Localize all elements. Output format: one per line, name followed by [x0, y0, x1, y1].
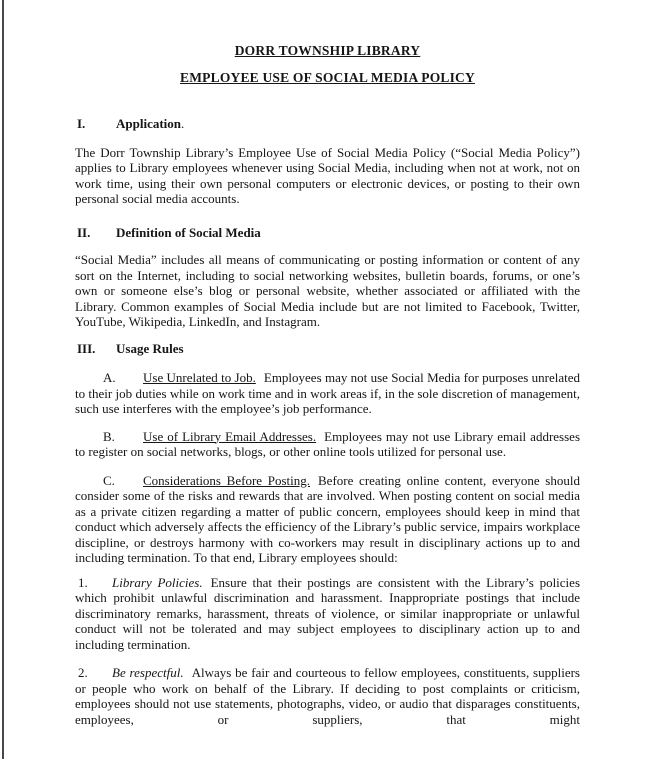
- section-heading-suffix: .: [181, 116, 185, 131]
- numbered-item: 1. Library Policies. Ensure that their postings are consistent with the Library’s policies which prohibit unlawful discrimination and harassment. Inappropriate postings that include discriminatory remarks, harassment, threats of violence, or similar inappropriate or unlawful conduct will not be tolerated and may subject employees to disciplinary action up to and including termination.: [75, 574, 581, 652]
- body-paragraph: The Dorr Township Library’s Employee Use of Social Media Policy (“Social Media Policy”) applies to Library employees whenever using Social Media, including when not at work, not on work time, using their own personal computers or electronic devices, or posting to their own personal social media accounts.: [75, 144, 580, 206]
- numbered-item: 2. Be respectful. Always be fair and courteous to fellow employees, constituents, suppliers or people who work on behalf of the Library. If deciding to post complaints or criticism, employees should not use statements, photographs, video, or audio that disparages constituents, employees, or suppliers, that might: [75, 665, 580, 727]
- item-lead: Use Unrelated to Job.: [143, 370, 256, 385]
- body-paragraph: “Social Media” includes all means of communicating or posting information or content of any sort on the Internet, including to social networking websites, bulletin boards, forums, or one’s own or someone else’s blog or personal website, whether associated or affiliated with the Library. Common examples of Social Media include but are not limited to Facebook, Twitter, YouTube, Wikipedia, LinkedIn, and Instagram.: [75, 252, 580, 329]
- item-number: C.: [103, 472, 115, 488]
- section-number: III.: [77, 340, 96, 356]
- item-lead: Use of Library Email Addresses.: [143, 428, 317, 444]
- document-title-text: DORR TOWNSHIP LIBRARY: [234, 43, 421, 58]
- lettered-item: A. Use Unrelated to Job. Employees may not use Social Media for purposes unrelated to their job duties while on work time and in work areas if, in the sole discretion of management, such use interferes with the employee’s job performance.: [75, 370, 581, 416]
- section-number: II.: [77, 224, 91, 240]
- item-number: A.: [103, 370, 116, 385]
- document-title-text: EMPLOYEE USE OF SOCIAL MEDIA POLICY: [180, 69, 475, 85]
- section-heading: [75, 341, 580, 357]
- section-heading: [75, 225, 580, 241]
- item-lead: Library Policies.: [112, 574, 203, 590]
- section-heading: [75, 116, 580, 132]
- page-left-edge-line: [2, 0, 4, 759]
- document-title: [75, 43, 580, 59]
- section-number: I.: [77, 116, 86, 131]
- item-lead: Considerations Before Posting.: [143, 472, 310, 488]
- item-number: 1.: [78, 574, 88, 590]
- section-heading-text: Usage Rules: [116, 340, 184, 356]
- section-heading-text: Definition of Social Media: [116, 224, 261, 240]
- item-number: 2.: [78, 665, 88, 680]
- section-heading-text: Application: [116, 116, 182, 131]
- document-body: [75, 0, 580, 727]
- lettered-item: B. Use of Library Email Addresses. Employees may not use Library email addresses to register on social networks, blogs, or other online tools utilized for personal use.: [75, 428, 580, 459]
- item-lead: Be respectful.: [112, 665, 184, 680]
- document-title: [75, 70, 580, 86]
- item-number: B.: [103, 428, 115, 444]
- lettered-item: C. Considerations Before Posting. Before creating online content, everyone should consider some of the risks and rewards that are involved. When posting content on social media as a private citizen regarding a matter of public concern, employees should keep in mind that conduct which adversely affects the efficiency of the Library’s public service, impairs workplace discipline, or destroys harmony with co-workers may result in disciplinary actions up to and including termination. To that end, Library employees should:: [75, 472, 580, 565]
